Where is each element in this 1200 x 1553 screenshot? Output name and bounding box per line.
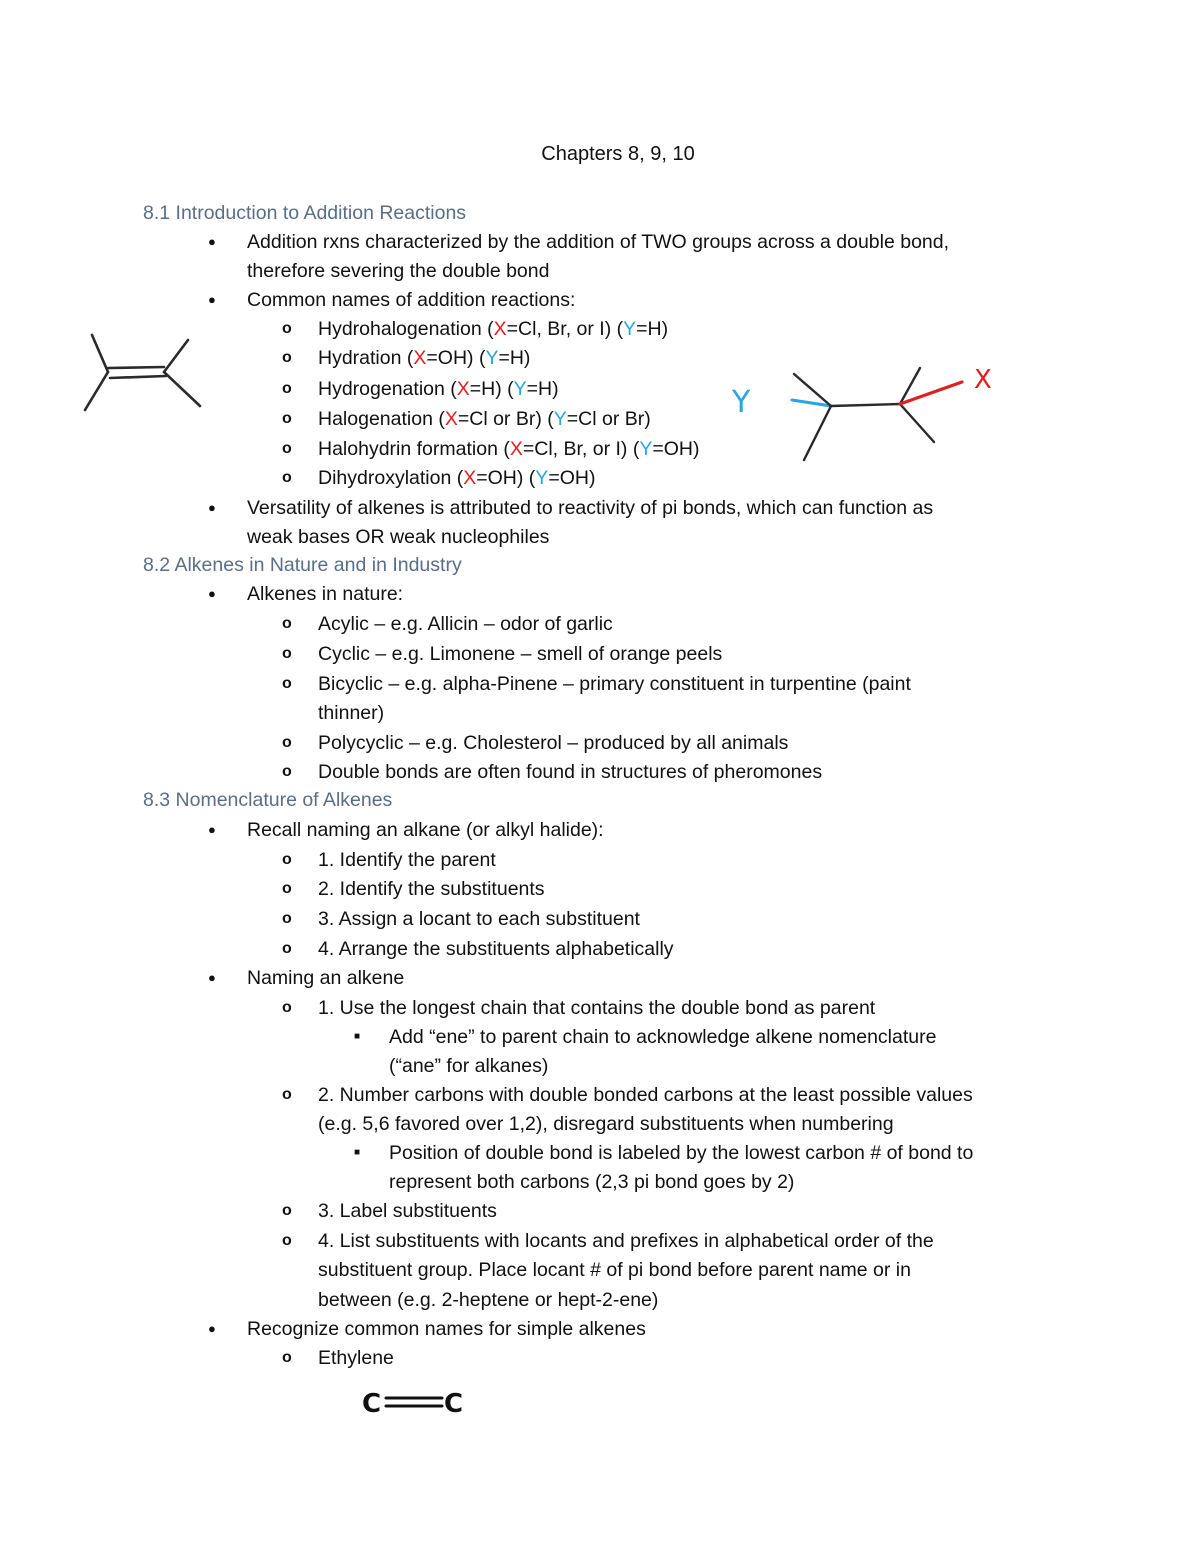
y-value: =Cl or Br) (566, 408, 651, 430)
reaction-item (318, 346, 530, 370)
x-label: X (463, 467, 477, 489)
reaction-name: Hydrogenation ( (318, 378, 457, 400)
sub-bullet-marker: o (282, 320, 292, 337)
bullet-marker: ● (208, 500, 216, 515)
list-item: Ethylene (318, 1347, 394, 1369)
reaction-name: Halogenation ( (318, 408, 445, 430)
y-value: =H) (498, 347, 531, 369)
bullet-marker: ● (208, 586, 216, 601)
list-item: represent both carbons (2,3 pi bond goes by 2) (389, 1171, 795, 1193)
reaction-name: Hydration ( (318, 347, 414, 369)
x-label: X (413, 347, 427, 369)
reaction-item (318, 377, 559, 401)
bullet-text: Recognize common names for simple alkenes (247, 1318, 646, 1340)
bullet-marker: ● (208, 970, 216, 985)
section-heading-8-2: 8.2 Alkenes in Nature and in Industry (143, 554, 462, 576)
sub-bullet-marker: o (282, 880, 292, 897)
list-item: Add “ene” to parent chain to acknowledge alkene nomenclature (389, 1026, 937, 1048)
sub-bullet-marker: o (282, 469, 292, 486)
list-item: Acylic – e.g. Allicin – odor of garlic (318, 613, 613, 635)
sub-bullet-marker: o (282, 440, 292, 457)
list-item: between (e.g. 2-heptene or hept-2-ene) (318, 1289, 659, 1311)
bullet-marker: ● (208, 822, 216, 837)
sub-bullet-marker: o (282, 675, 292, 692)
reaction-item (318, 466, 595, 490)
y-value: =H) (526, 378, 559, 400)
list-item: (e.g. 5,6 favored over 1,2), disregard substituents when numbering (318, 1113, 894, 1135)
sub-bullet-marker: o (282, 380, 292, 397)
x-value: =OH) ( (476, 467, 536, 489)
list-item: Position of double bond is labeled by the lowest carbon # of bond to (389, 1142, 974, 1164)
list-item: 1. Identify the parent (318, 849, 496, 871)
sub-bullet-marker: o (282, 851, 292, 868)
y-value: =OH) (548, 467, 596, 489)
list-item: 3. Label substituents (318, 1200, 497, 1222)
sub-bullet-marker: o (282, 349, 292, 366)
x-value: =H) ( (469, 378, 514, 400)
list-item: Double bonds are often found in structures of pheromones (318, 761, 823, 783)
list-item: 4. Arrange the substituents alphabetically (318, 938, 674, 960)
sub-bullet-marker: o (282, 645, 292, 662)
list-item: 4. List substituents with locants and prefixes in alphabetical order of the (318, 1230, 934, 1252)
sub-bullet-marker: o (282, 940, 292, 957)
list-item: 2. Number carbons with double bonded carbons at the least possible values (318, 1084, 973, 1106)
sub-sub-bullet-marker: ■ (354, 1147, 361, 1158)
reaction-name: Halohydrin formation ( (318, 438, 510, 460)
list-item: 1. Use the longest chain that contains the double bond as parent (318, 997, 876, 1019)
x-label: X (456, 378, 470, 400)
addition-product-drawing (728, 360, 998, 465)
sub-bullet-marker: o (282, 1202, 292, 1219)
reaction-name: Dihydroxylation ( (318, 467, 464, 489)
sub-bullet-marker: o (282, 1232, 292, 1249)
list-item: substituent group. Place locant # of pi bond before parent name or in (318, 1259, 911, 1281)
bullet-text: Versatility of alkenes is attributed to reactivity of pi bonds, which can function as (247, 497, 934, 519)
list-item: 3. Assign a locant to each substituent (318, 908, 640, 930)
x-label: X (509, 438, 523, 460)
x-label: X (444, 408, 458, 430)
sub-bullet-marker: o (282, 734, 292, 751)
sub-bullet-marker: o (282, 615, 292, 632)
sub-bullet-marker: o (282, 999, 292, 1016)
sub-bullet-marker: o (282, 1086, 292, 1103)
reaction-item (318, 407, 651, 431)
sub-bullet-marker: o (282, 763, 292, 780)
bullet-text: Naming an alkene (247, 967, 405, 989)
list-item: Polycyclic – e.g. Cholesterol – produced by all animals (318, 732, 789, 754)
ethylene-carbon-right: C (444, 1389, 464, 1419)
y-label: Y (623, 318, 637, 340)
y-label: Y (535, 467, 549, 489)
y-value: =OH) (652, 438, 700, 460)
x-value: =Cl or Br) ( (457, 408, 554, 430)
x-value: =Cl, Br, or I) ( (522, 438, 640, 460)
bullet-text: Common names of addition reactions: (247, 289, 576, 311)
x-value: =Cl, Br, or I) ( (506, 318, 624, 340)
list-item: 2. Identify the substituents (318, 878, 545, 900)
page-title: Chapters 8, 9, 10 (541, 143, 695, 165)
list-item: (“ane” for alkanes) (389, 1055, 549, 1077)
reaction-item (318, 437, 700, 461)
y-value: =H) (636, 318, 669, 340)
reaction-item (318, 317, 668, 341)
sub-bullet-marker: o (282, 410, 292, 427)
bullet-text: Alkenes in nature: (247, 583, 404, 605)
ethylene-drawing (362, 1388, 472, 1418)
bullet-text: therefore severing the double bond (247, 260, 550, 282)
ethylene-carbon-left: C (362, 1389, 382, 1419)
bullet-marker: ● (208, 234, 216, 249)
bullet-text: Addition rxns characterized by the addition of TWO groups across a double bond, (247, 231, 950, 253)
x-group-label: X (974, 365, 992, 395)
y-label: Y (553, 408, 567, 430)
alkene-structure-drawing (80, 330, 210, 420)
sub-sub-bullet-marker: ■ (354, 1031, 361, 1042)
list-item: Bicyclic – e.g. alpha-Pinene – primary constituent in turpentine (paint (318, 673, 911, 695)
bullet-text: Recall naming an alkane (or alkyl halide): (247, 819, 604, 841)
y-group-label: Y (732, 385, 751, 420)
reaction-name: Hydrohalogenation ( (318, 318, 494, 340)
section-heading-8-1: 8.1 Introduction to Addition Reactions (143, 202, 467, 224)
bullet-text: weak bases OR weak nucleophiles (247, 526, 550, 548)
y-label: Y (513, 378, 527, 400)
list-item: thinner) (318, 702, 385, 724)
section-heading-8-3: 8.3 Nomenclature of Alkenes (143, 789, 393, 811)
y-label: Y (485, 347, 499, 369)
bullet-marker: ● (208, 1321, 216, 1336)
y-label: Y (639, 438, 653, 460)
sub-bullet-marker: o (282, 910, 292, 927)
list-item: Cyclic – e.g. Limonene – smell of orange peels (318, 643, 723, 665)
x-value: =OH) ( (426, 347, 486, 369)
x-label: X (493, 318, 507, 340)
bullet-marker: ● (208, 292, 216, 307)
sub-bullet-marker: o (282, 1349, 292, 1366)
